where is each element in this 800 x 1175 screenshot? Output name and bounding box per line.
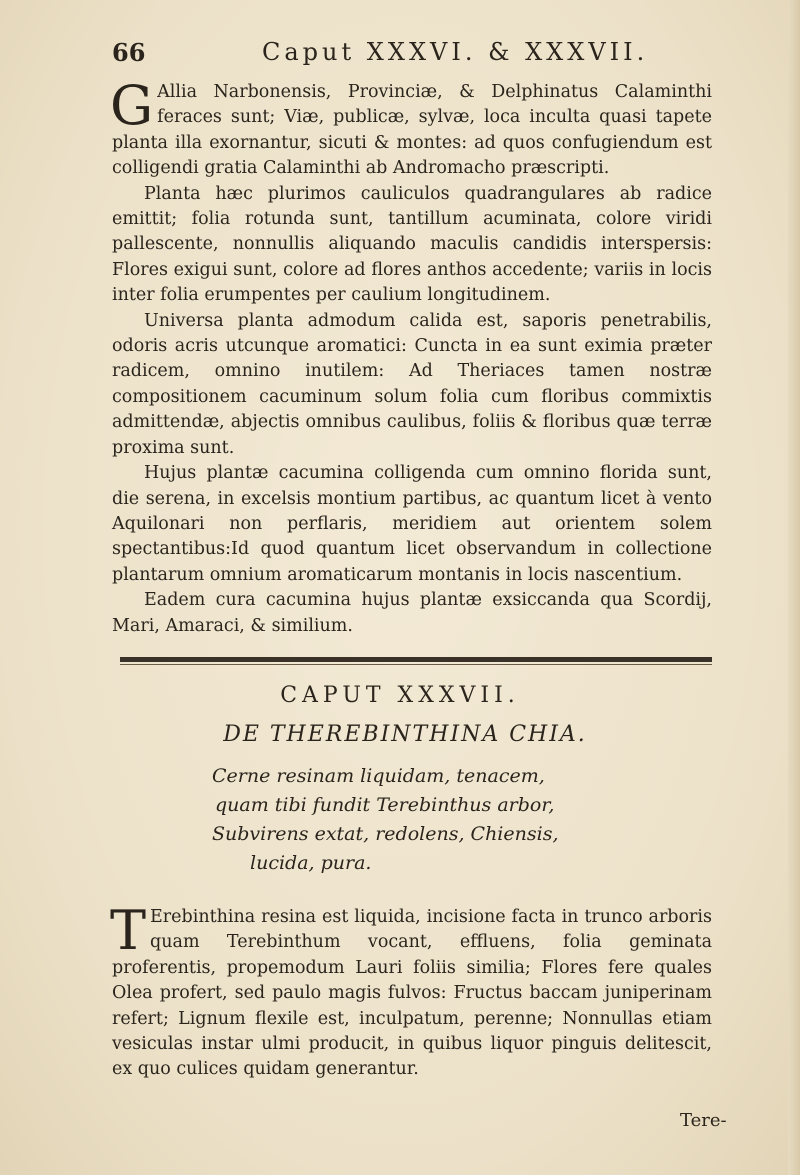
section-divider-thin — [120, 664, 712, 665]
page-header — [112, 38, 712, 72]
verse-line: quam tibi fundit Terebinthus arbor, — [215, 794, 555, 816]
drop-cap: G — [110, 74, 154, 137]
drop-cap: T — [110, 899, 147, 962]
paragraph-4: Hujus plantæ cacumina colligenda cum omnino florida sunt, die serena, in excelsis montium partibus, ac quantum licet à vento Aquilonari non perflaris, meridiem aut orientem solem spectantibus:Id quod quantum licet observandum in collectione plantarum omnium aromaticarum montanis in locis nascentium. — [112, 463, 712, 585]
verse-block — [212, 762, 558, 878]
chapter-title: CAPUT XXXVII. — [280, 683, 520, 708]
page-number: 66 — [112, 38, 146, 67]
chapter-36-text — [110, 74, 712, 639]
page-edge — [788, 0, 800, 1175]
chapter-subtitle: DE THEREBINTHINA CHIA. — [223, 722, 587, 747]
running-head: Caput XXXVI. & XXXVII. — [262, 38, 649, 66]
paragraph-1: G Allia Narbonensis, Provinciæ, & Delphinatus Calaminthi feraces sunt; Viæ, publicæ, sylvæ, loca inculta quasi tapete planta illa exornantur, sicuti & montes: ad quos confugiendum est colligendi gratia Calaminthi ab Andromacho præscripti. — [110, 74, 712, 179]
chapter-37-text — [110, 899, 712, 1083]
catchword: Tere- — [680, 1110, 727, 1131]
section-divider — [120, 657, 712, 662]
verse-line: lucida, pura. — [250, 852, 372, 874]
paragraph-3: Universa planta admodum calida est, saporis penetrabilis, odoris acris utcunque aromatici: Cuncta in ea sunt eximia præter radicem, omnino inutilem: Ad Theriaces tamen nostræ compositionem cacuminum solum folia cum floribus commixtis admittendæ, abjectis omnibus caulibus, foliis & floribus quæ terræ proxima sunt. — [112, 310, 712, 458]
verse-line: Subvirens extat, redolens, Chiensis, — [212, 823, 559, 845]
paragraph-2: Planta hæc plurimos cauliculos quadrangulares ab radice emittit; folia rotunda sunt, tantillum acuminata, colore viridi pallescente, nonnullis aliquando maculis candidis interspersis: Flores exigui sunt, colore ad flores anthos accedente; variis in locis inter folia erumpentes per caulium longitudinem. — [112, 183, 712, 306]
verse-line: Cerne resinam liquidam, tenacem, — [212, 765, 545, 787]
paragraph-terebinthina: T Erebinthina resina est liquida, incisione facta in trunco arboris quam Terebinthum vocant, effluens, folia geminata proferentis, propemodum Lauri foliis similia; Flores fere quales Olea profert, sed paulo magis fulvos: Fructus baccam juniperinam refert; Lignum flexile est, inculpatum, perenne; Nonnullas etiam vesiculas instar ulmi producit, in quibus liquor pinguis delitescit, ex quo culices quidam generantur. — [110, 899, 712, 1080]
paragraph-5: Eadem cura cacumina hujus plantæ exsiccanda qua Scordij, Mari, Amaraci, & similium. — [112, 590, 712, 636]
